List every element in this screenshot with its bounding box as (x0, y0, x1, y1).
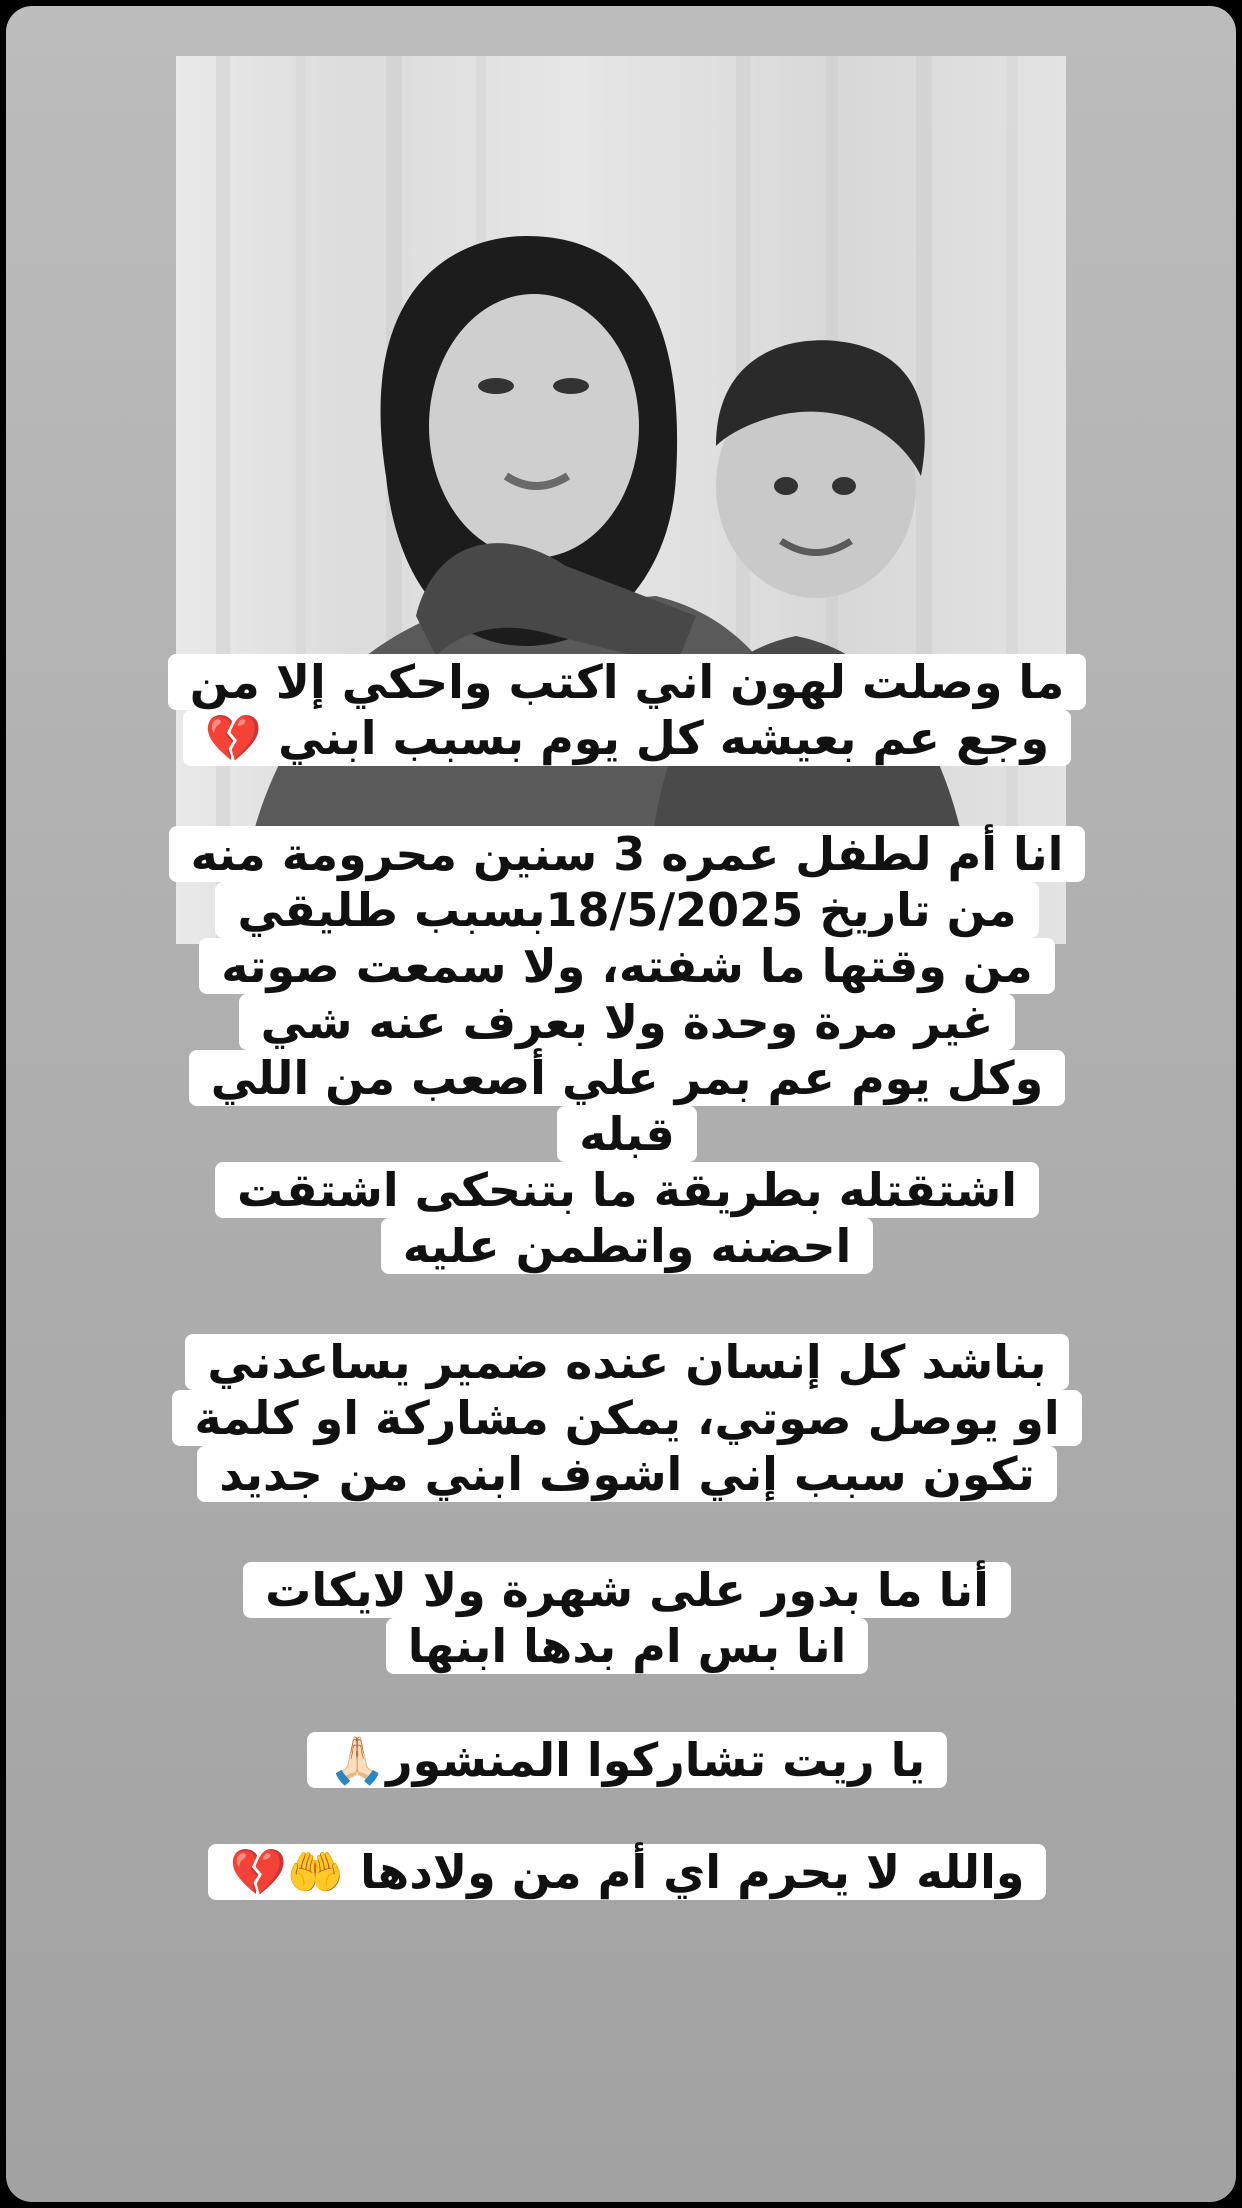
text-line: ما وصلت لهون اني اكتب واحكي إلا من (168, 654, 1086, 710)
text-line: يا ريت تشاركوا المنشور🙏🏻 (307, 1732, 947, 1788)
paragraph-prayer (6, 1844, 1236, 1900)
text-line: انا أم لطفل عمره 3 سنين محرومة منه (169, 826, 1086, 882)
paragraph-share (6, 1732, 1236, 1788)
text-line: تكون سبب إني اشوف ابني من جديد (197, 1446, 1057, 1502)
text-line: من وقتها ما شفته، ولا سمعت صوته (199, 938, 1054, 994)
paragraph-story (6, 826, 1236, 1274)
text-line: وجع عم بعيشه كل يوم بسبب ابني 💔 (183, 710, 1071, 766)
text-line: من تاريخ 18/5/2025بسبب طليقي (215, 882, 1038, 938)
text-line: غير مرة وحدة ولا بعرف عنه شي (239, 994, 1016, 1050)
text-line: والله لا يحرم اي أم من ولادها 🤲💔 (208, 1844, 1047, 1900)
text-line: انا بس ام بدها ابنها (386, 1618, 869, 1674)
text-line: احضنه واتطمن عليه (381, 1218, 874, 1274)
text-line: قبله (557, 1106, 697, 1162)
text-line: بناشد كل إنسان عنده ضمير يساعدني (185, 1334, 1068, 1390)
text-line: او يوصل صوتي، يمكن مشاركة او كلمة (172, 1390, 1081, 1446)
text-line: وكل يوم عم بمر علي أصعب من اللي (189, 1050, 1065, 1106)
text-line: اشتقتله بطريقة ما بتنحكى اشتقت (215, 1162, 1039, 1218)
mother-child-photo (176, 56, 1066, 944)
paragraph-not-fame (6, 1562, 1236, 1674)
text-line: أنا ما بدور على شهرة ولا لايكات (243, 1562, 1011, 1618)
photo-illustration (176, 56, 1066, 944)
paragraph-appeal (6, 1334, 1236, 1502)
story-frame (6, 6, 1236, 2202)
paragraph-intro (6, 654, 1236, 766)
